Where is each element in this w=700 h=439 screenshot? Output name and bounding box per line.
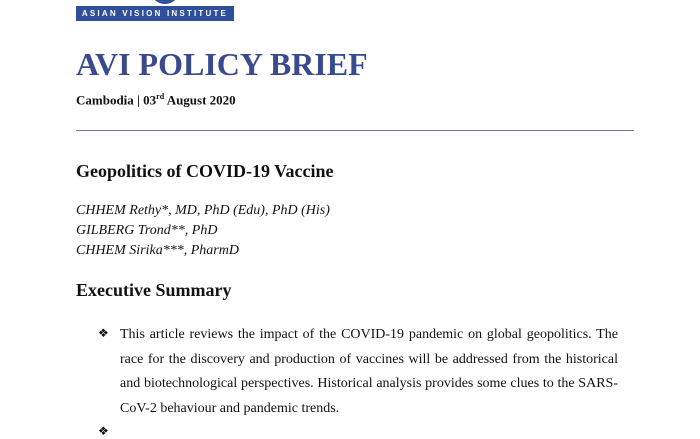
logo-emblem bbox=[150, 0, 180, 4]
document-title: AVI POLICY BRIEF bbox=[76, 46, 368, 82]
bullet-icon: ❖ bbox=[98, 424, 109, 438]
section-heading: Executive Summary bbox=[76, 280, 232, 300]
date-prefix: Cambodia | 03 bbox=[76, 92, 157, 108]
article-title: Geopolitics of COVID-19 Vaccine bbox=[76, 161, 334, 181]
author: CHHEM Rethy*, MD, PhD (Edu), PhD (His) bbox=[76, 203, 330, 218]
summary-bullet-text: This article reviews the impact of the COVID-19 pandemic on global geopolitics. The race for the discovery and production of vaccines will be addressed from the historical and biotechnological perspectives. Historical analysis provides some clues to the SARS-CoV-2 behaviour and pandemic trends. bbox=[120, 327, 618, 416]
date-suffix-sup: rd bbox=[156, 92, 165, 101]
date-line bbox=[76, 92, 236, 108]
bullet-icon: ❖ bbox=[98, 326, 109, 340]
author: CHHEM Sirika***, PharmD bbox=[76, 243, 239, 258]
date-month-year: August 2020 bbox=[164, 92, 236, 108]
divider bbox=[76, 130, 634, 131]
institute-logo: ASIAN VISION INSTITUTE bbox=[76, 6, 234, 21]
author: GILBERG Trond**, PhD bbox=[76, 223, 218, 238]
